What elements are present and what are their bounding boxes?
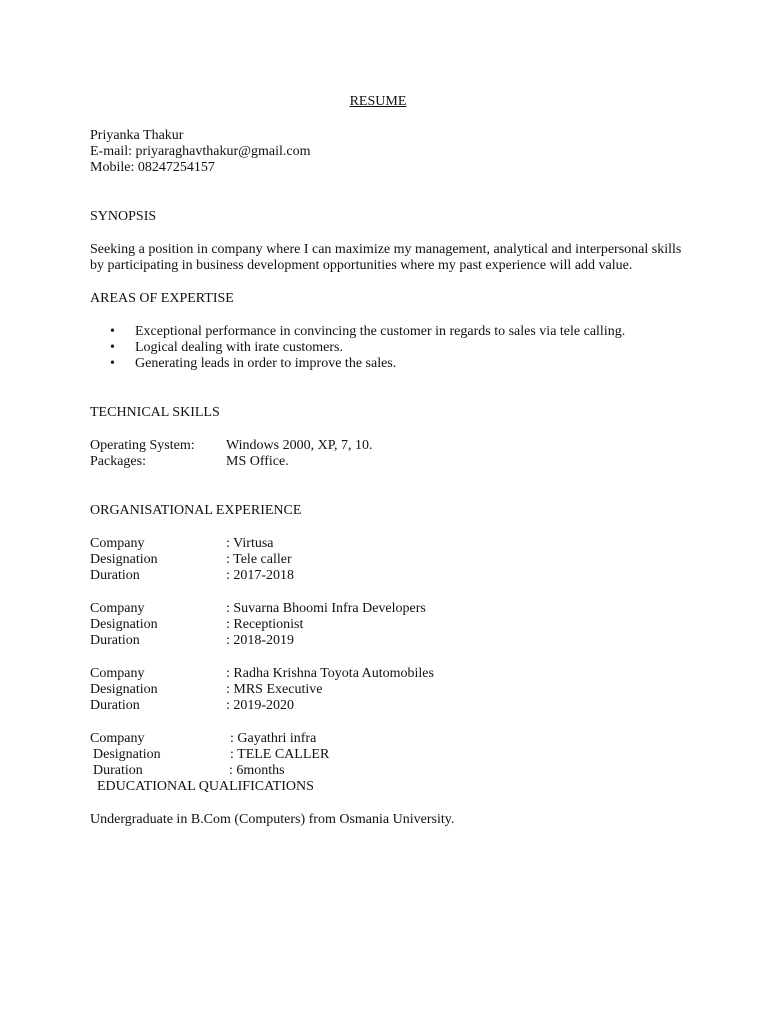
technical-row (90, 438, 690, 454)
job-company-label: Company (90, 536, 145, 551)
job-designation: : TELE CALLER (230, 747, 330, 762)
job-company: : Virtusa (226, 536, 274, 551)
job-duration-label: Duration (90, 568, 140, 583)
technical-heading: TECHNICAL SKILLS (90, 405, 220, 420)
job-company-row (90, 666, 690, 682)
expertise-item-text: Logical dealing with irate customers. (135, 340, 343, 355)
technical-value: Windows 2000, XP, 7, 10. (226, 438, 373, 453)
bullet-icon: • (110, 324, 115, 339)
job-duration: : 2019-2020 (226, 698, 295, 713)
synopsis-line: by participating in business development opportunities where my past experience will add value. (90, 258, 633, 273)
expertise-item-text: Generating leads in order to improve the sales. (135, 356, 397, 371)
job-entry (90, 536, 690, 584)
expertise-item (90, 340, 690, 356)
technical-value: MS Office. (226, 454, 289, 469)
job-designation-label: Designation (90, 617, 158, 632)
job-duration: : 2018-2019 (226, 633, 295, 648)
technical-row (90, 454, 690, 470)
job-company-label: Company (90, 601, 145, 616)
resume-title: RESUME (349, 94, 407, 109)
job-company: : Suvarna Bhoomi Infra Developers (226, 601, 426, 616)
job-duration-label: Duration (93, 763, 143, 778)
synopsis-heading: SYNOPSIS (90, 209, 157, 224)
job-entry (90, 601, 690, 649)
job-duration-row (90, 633, 690, 649)
expertise-heading: AREAS OF EXPERTISE (90, 291, 234, 306)
job-company-row (90, 731, 690, 747)
job-designation-label: Designation (90, 682, 158, 697)
expertise-item (90, 324, 690, 340)
job-company-label: Company (90, 666, 145, 681)
job-duration: : 2017-2018 (226, 568, 295, 583)
job-company-label: Company (90, 731, 145, 746)
expertise-item (90, 356, 690, 372)
job-designation-row (90, 682, 690, 698)
job-entry (90, 666, 690, 714)
job-designation-row (90, 552, 690, 568)
job-designation: : Tele caller (226, 552, 292, 567)
bullet-icon: • (110, 340, 115, 355)
job-company-row (90, 536, 690, 552)
job-duration-label: Duration (90, 698, 140, 713)
technical-key: Packages: (90, 454, 146, 469)
technical-key: Operating System: (90, 438, 195, 453)
resume-page (90, 94, 690, 828)
job-company: : Gayathri infra (230, 731, 317, 746)
job-duration: : 6months (229, 763, 285, 778)
job-designation: : Receptionist (226, 617, 304, 632)
experience-heading: ORGANISATIONAL EXPERIENCE (90, 503, 302, 518)
job-duration-row (90, 568, 690, 584)
bullet-icon: • (110, 356, 115, 371)
job-designation-label: Designation (90, 552, 158, 567)
job-duration-row (90, 698, 690, 714)
job-designation-row (90, 617, 690, 633)
expertise-list (90, 324, 690, 372)
job-company-row (90, 601, 690, 617)
expertise-item-text: Exceptional performance in convincing the customer in regards to sales via tele calling. (135, 324, 626, 339)
candidate-email: E-mail: priyaraghavthakur@gmail.com (90, 144, 311, 159)
synopsis-line: Seeking a position in company where I can maximize my management, analytical and interpersonal skills (90, 242, 682, 257)
job-designation: : MRS Executive (226, 682, 323, 697)
job-company: : Radha Krishna Toyota Automobiles (226, 666, 434, 681)
job-duration-row (90, 763, 690, 779)
job-designation-row (90, 747, 690, 763)
job-entry (90, 731, 690, 779)
job-duration-label: Duration (90, 633, 140, 648)
candidate-mobile: Mobile: 08247254157 (90, 160, 215, 175)
education-heading: EDUCATIONAL QUALIFICATIONS (97, 779, 314, 794)
candidate-name: Priyanka Thakur (90, 128, 184, 143)
education-text: Undergraduate in B.Com (Computers) from Osmania University. (90, 812, 455, 827)
job-designation-label: Designation (93, 747, 161, 762)
